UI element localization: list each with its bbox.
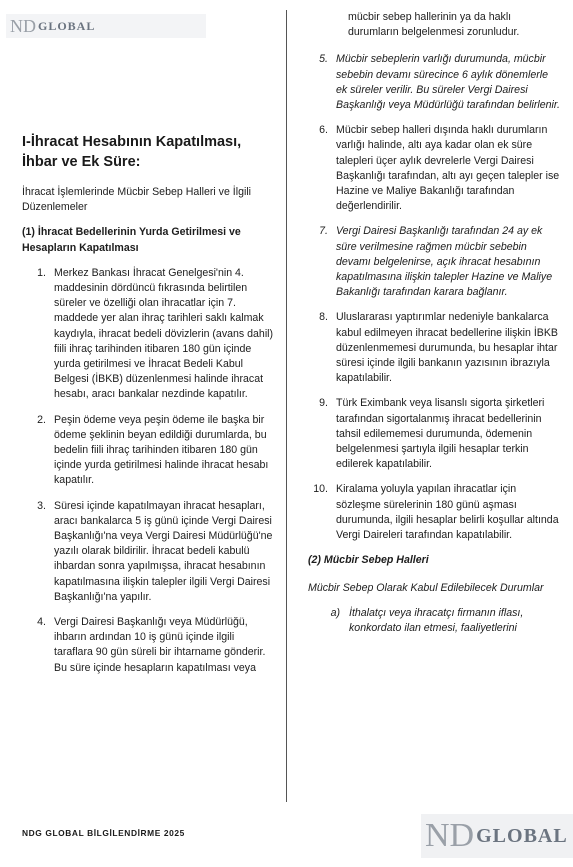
right-list [308, 52, 560, 543]
continuation-text: mücbir sebep hallerinin ya da haklı durumların belgelenmesi zorunludur. [348, 11, 520, 39]
logo-mark: ND [425, 817, 475, 854]
list-item [22, 413, 276, 489]
logo-text: GLOBAL [38, 18, 96, 33]
alpha-list [308, 606, 560, 636]
ndg-global-logo-top [6, 14, 206, 38]
list-item [308, 482, 560, 543]
item-text: Vergi Dairesi Başkanlığı veya Müdürlüğü, ihbarın ardından 10 iş günü içinde ilgili taraflara 90 gün süreli bir ihtarname gönderir. Bu süre içinde hesapların kapatılması veya [54, 616, 266, 674]
item-text: Peşin ödeme veya peşin ödeme ile başka bir ödeme şeklinin beyan edildiği durumlarda, bu bedelin fiili ihraç tarihinden itibaren 180 gün içinde yurda getirilmesi halinde ihracat hesabı kapatılır. [54, 413, 269, 487]
list-item [22, 499, 276, 605]
item-number: 1. [37, 266, 46, 279]
right-column [308, 10, 560, 646]
item-letter: a) [330, 606, 340, 619]
list-item [308, 606, 560, 636]
left-list [22, 266, 276, 676]
section-2-subheading: Mücbir Sebep Olarak Kabul Edilebilecek Durumlar [308, 581, 544, 594]
item-number: 9. [319, 397, 328, 410]
item-text: Kiralama yoluyla yapılan ihracatlar için sözleşme sürelerinin 180 günü aşması durumunda, ilgili hesaplar belirli koşullar altında Vergi Daireleri tarafından kapatılabilir. [336, 483, 559, 542]
list-item [22, 266, 276, 403]
page-heading: I-İhracat Hesabının Kapatılması, İhbar ve Ek Süre: [22, 134, 242, 170]
item-text: Mücbir sebep halleri dışında haklı durumların varlığı halinde, altı aya kadar olan ek süre talepleri üçer aylık devrelerle Vergi Dairesi Başkanlığı tarafından, altı ayı geçen talepler ise Hazine ve Maliye Bakanlığı tarafından değerlendirilir. [336, 124, 560, 213]
item-text: Türk Eximbank veya lisanslı sigorta şirketleri tarafından sigortalanmış ihracat bedellerinin tahsil edilememesi durumunda, ödemenin belgelenmesi şartıyla ilgili hesaplar terkin edilerek kapatılabilir. [336, 397, 545, 471]
item-number: 7. [319, 225, 328, 238]
intro-text: İhracat İşlemlerinde Mücbir Sebep Halleri ve İlgili Düzenlemeler [22, 186, 252, 214]
list-item [308, 396, 560, 472]
list-item [22, 615, 276, 676]
section-2-heading: (2) Mücbir Sebep Halleri [308, 554, 429, 567]
ndg-global-logo-bottom [421, 814, 573, 858]
item-number: 8. [319, 311, 328, 324]
item-text: Süresi içinde kapatılmayan ihracat hesapları, aracı bankalarca 5 iş günü içinde Vergi Dairesi Başkanlığı'na veya Vergi Dairesi Müdürlüğü'ne yazılı olarak bildirilir. İhracat bedeli kabulü ihbardan sonra yapılmışsa, ihracat hesabının kapatılmasına ilişkin talepler ilgili Vergi Dairesi Başkanlığı'na yapılır. [54, 499, 273, 603]
item-number: 6. [319, 124, 328, 137]
list-item [308, 123, 560, 214]
item-number: 2. [37, 413, 46, 426]
list-item [308, 224, 560, 300]
page-footer: NDG GLOBAL BİLGİLENDİRME 2025 [22, 828, 185, 838]
item-text: Mücbir sebeplerin varlığı durumunda, mücbir sebebin devamı sürecince 6 aylık dönemlerle ek süreler verilir. Bu süreler Vergi Dairesi Başkanlığı veya Müdürlüğü tarafından belirlenir. [336, 53, 560, 112]
item-number: 5. [319, 53, 328, 66]
list-item [308, 52, 560, 113]
list-item [308, 310, 560, 386]
item-number: 3. [37, 499, 46, 512]
item-text: Uluslararası yaptırımlar nedeniyle bankalarca kabul edilmeyen ihracat bedellerine ilişkin İBKB düzenlenmemesi durumunda, bu hesaplar ihtar süresi içinde ilgili bankanın yazısının ibrazıyla kapatılabilir. [336, 311, 558, 385]
item-text: Vergi Dairesi Başkanlığı tarafından 24 ay ek süre verilmesine rağmen mücbir sebebin devamı belgelenirse, açık ihracat hesabının kapatılmasına ilişkin talepler Hazine ve Maliye Bakanlığı tarafından karara bağlanır. [336, 225, 553, 299]
logo-mark: ND [10, 15, 36, 36]
logo-text: GLOBAL [476, 824, 568, 847]
item-number: 10. [313, 483, 328, 496]
section-1-heading: (1) İhracat Bedellerinin Yurda Getirilmesi ve Hesapların Kapatılması [22, 226, 241, 254]
item-text: Merkez Bankası İhracat Genelgesi'nin 4. maddesinin dördüncü fıkrasında belirtilen süreler ve özelliği olan ihracatlar için 7. maddede yer alan ihraç tarihleri saklı kalmak kaydıyla, ihracat bedeli dövizlerin (avans dahil) fiili ihraç tarihinden itibaren 180 gün içinde yurda getirilmesi ve İhracat Bedeli Kabul Belgesi (İBKB) düzenlenmesi halinde ihracat hesabı, aracı bankalar nezdinde kapatılır. [54, 266, 274, 401]
item-text: İthalatçı veya ihracatçı firmanın iflası, konkordato ilan etmesi, faaliyetlerini [349, 606, 524, 634]
left-column [22, 132, 276, 686]
column-divider [286, 10, 287, 802]
item-number: 4. [37, 616, 46, 629]
